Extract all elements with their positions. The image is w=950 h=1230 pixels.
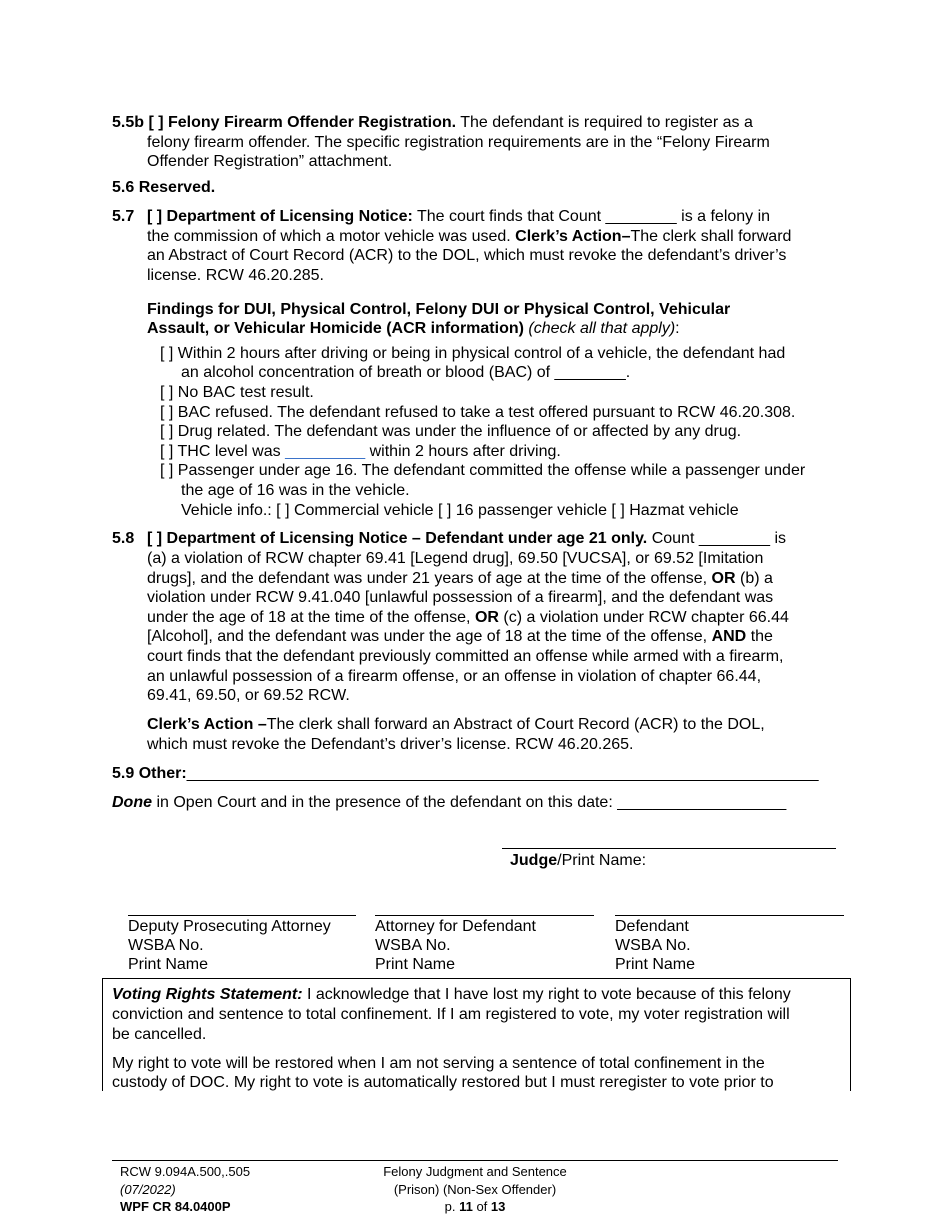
checkbox-item-passenger[interactable]: [ ] Passenger under age 16. The defendant committed the offense while a passenger under bbox=[160, 462, 806, 479]
defendant-signature-line[interactable] bbox=[615, 915, 844, 916]
and-keyword: AND bbox=[711, 628, 747, 645]
clerks-action-line-1 bbox=[147, 715, 765, 734]
section-5-6-heading: 5.6 Reserved. bbox=[112, 179, 216, 196]
section-5-7-number: 5.7 bbox=[112, 208, 135, 225]
voting-rights-heading: Voting Rights Statement: bbox=[112, 986, 303, 1003]
section-5-8-text-3b: (b) a bbox=[740, 570, 773, 587]
clerks-action-text: The clerk shall forward an Abstract of Court Record (ACR) to the DOL, bbox=[266, 716, 765, 733]
section-5-9-line bbox=[112, 764, 818, 783]
current-page: 11 bbox=[459, 1199, 473, 1214]
signature-wsba: WSBA No. bbox=[615, 937, 691, 954]
footer-form-number: WPF CR 84.0400P bbox=[120, 1199, 231, 1214]
signature-wsba: WSBA No. bbox=[375, 937, 451, 954]
page-prefix: p. bbox=[444, 1199, 456, 1214]
or-keyword: OR bbox=[474, 609, 499, 626]
footer-rcw: RCW 9.094A.500,.505 bbox=[120, 1164, 251, 1179]
voting-text-1: I acknowledge that I have lost my right to vote because of this felony bbox=[306, 986, 791, 1003]
thc-label: [ ] THC level was bbox=[160, 443, 281, 460]
done-line bbox=[112, 793, 786, 812]
defense-attorney-signature-line[interactable] bbox=[375, 915, 594, 916]
checkbox-item-bac[interactable]: [ ] Within 2 hours after driving or being in physical control of a vehicle, the defendant had bbox=[160, 345, 786, 362]
section-5-8-line-2: (a) a violation of RCW chapter 69.41 [Legend drug], 69.50 [VUCSA], or 69.52 [Imitation bbox=[147, 550, 764, 567]
footer-date: (07/2022) bbox=[120, 1182, 176, 1197]
section-5-8-heading: [ ] Department of Licensing Notice – Defendant under age 21 only. bbox=[147, 530, 648, 547]
section-5-8-line-6 bbox=[147, 627, 773, 646]
section-5-7-text: The court finds that Count ________ is a felony in bbox=[416, 208, 771, 225]
checkbox-item-bac-cont: an alcohol concentration of breath or blood (BAC) of ________. bbox=[181, 364, 631, 381]
prosecutor-signature-line[interactable] bbox=[128, 915, 356, 916]
findings-heading-text: Assault, or Vehicular Homicide (ACR information) bbox=[147, 320, 524, 337]
signature-title: Defendant bbox=[615, 918, 689, 935]
section-5-8-text-3a: drugs], and the defendant was under 21 years of age at the time of the offense, bbox=[147, 570, 708, 587]
section-5-7-text-a: the commission of which a motor vehicle was used. bbox=[147, 228, 511, 245]
section-5-8-line-4: violation under RCW 9.41.040 [unlawful possession of a firearm], and the defendant was bbox=[147, 589, 774, 606]
vehicle-info-options[interactable]: Vehicle info.: [ ] Commercial vehicle [ ] 16 passenger vehicle [ ] Hazmat vehicle bbox=[181, 502, 739, 519]
section-5-5b-heading: 5.5b [ ] Felony Firearm Offender Registration. bbox=[112, 114, 457, 131]
done-label: Done bbox=[112, 794, 152, 811]
judge-label bbox=[510, 851, 646, 870]
section-5-8-line-5 bbox=[147, 608, 789, 627]
section-5-8-text: Count ________ is bbox=[651, 530, 787, 547]
signature-print-name: Print Name bbox=[128, 956, 209, 973]
section-5-8-text-6b: the bbox=[750, 628, 773, 645]
voting-line-4: My right to vote will be restored when I am not serving a sentence of total confinement in the bbox=[112, 1055, 765, 1072]
voting-line-3: be cancelled. bbox=[112, 1026, 207, 1043]
section-5-7-line-1 bbox=[147, 207, 770, 226]
section-5-7-line-3: an Abstract of Court Record (ACR) to the DOL, which must revoke the defendant’s driver’s bbox=[147, 247, 787, 264]
or-keyword: OR bbox=[711, 570, 736, 587]
footer-divider bbox=[112, 1160, 838, 1161]
findings-colon: : bbox=[675, 320, 680, 337]
section-5-5b-line-1 bbox=[112, 113, 753, 132]
findings-heading-line-2 bbox=[147, 319, 680, 338]
signature-print-name: Print Name bbox=[375, 956, 456, 973]
section-5-8-line-8: an unlawful possession of a firearm offense, or an offense in violation of chapter 66.44, bbox=[147, 668, 762, 685]
section-5-9-heading: 5.9 Other: bbox=[112, 765, 187, 782]
voting-line-1 bbox=[112, 985, 791, 1004]
clerks-action-line-2: which must revoke the Defendant’s driver’s license. RCW 46.20.265. bbox=[147, 736, 634, 753]
thc-level-field[interactable]: _________ bbox=[285, 443, 366, 460]
checkbox-item-no-bac[interactable]: [ ] No BAC test result. bbox=[160, 384, 314, 401]
section-5-7-line-4: license. RCW 46.20.285. bbox=[147, 267, 324, 284]
judge-label-bold: Judge bbox=[510, 852, 558, 869]
section-5-8-line-7: court finds that the defendant previously committed an offense while armed with a firearm, bbox=[147, 648, 784, 665]
judge-label-rest: /Print Name: bbox=[557, 852, 647, 869]
section-5-8-line-9: 69.41, 69.50, or 69.52 RCW. bbox=[147, 687, 350, 704]
signature-title: Attorney for Defendant bbox=[375, 918, 536, 935]
section-5-8-text-5b: (c) a violation under RCW chapter 66.44 bbox=[503, 609, 789, 626]
voting-line-2: conviction and sentence to total confinement. If I am registered to vote, my voter registration will bbox=[112, 1006, 790, 1023]
section-5-8-text-6a: [Alcohol], and the defendant was under the age of 18 at the time of the offense, bbox=[147, 628, 708, 645]
section-5-7-line-2 bbox=[147, 227, 791, 246]
footer-title-2: (Prison) (Non-Sex Offender) bbox=[393, 1182, 557, 1197]
checkbox-item-bac-refused[interactable]: [ ] BAC refused. The defendant refused to take a test offered pursuant to RCW 46.20.308. bbox=[160, 404, 796, 421]
clerks-action-heading: Clerk’s Action – bbox=[147, 716, 267, 733]
section-5-8-text-5a: under the age of 18 at the time of the offense, bbox=[147, 609, 471, 626]
section-5-5b-line-2: felony firearm offender. The specific registration requirements are in the “Felony Firearm bbox=[147, 134, 770, 151]
judge-signature-line[interactable] bbox=[502, 848, 836, 849]
section-5-8-line-1 bbox=[147, 529, 786, 548]
footer-page-number bbox=[355, 1198, 595, 1216]
section-5-7-text-c: The clerk shall forward bbox=[630, 228, 792, 245]
signature-print-name: Print Name bbox=[615, 956, 696, 973]
footer-title-1: Felony Judgment and Sentence bbox=[383, 1164, 567, 1179]
signature-title: Deputy Prosecuting Attorney bbox=[128, 918, 331, 935]
checkbox-item-passenger-cont: the age of 16 was in the vehicle. bbox=[181, 482, 410, 499]
page-of: of bbox=[476, 1199, 488, 1214]
clerks-action-label: Clerk’s Action– bbox=[515, 228, 631, 245]
section-5-5b-text: The defendant is required to register as a bbox=[460, 114, 753, 131]
other-field[interactable]: _______________________________________________________________________ bbox=[186, 765, 819, 782]
findings-heading-line-1: Findings for DUI, Physical Control, Felony DUI or Physical Control, Vehicular bbox=[147, 301, 731, 318]
voting-line-5: custody of DOC. My right to vote is automatically restored but I must reregister to vote prior to bbox=[112, 1074, 774, 1091]
signature-wsba: WSBA No. bbox=[128, 937, 204, 954]
section-5-5b-line-3: Offender Registration” attachment. bbox=[147, 153, 393, 170]
checkbox-item-thc[interactable] bbox=[160, 442, 561, 461]
section-5-8-number: 5.8 bbox=[112, 530, 135, 547]
findings-note: (check all that apply) bbox=[528, 320, 676, 337]
checkbox-item-drug-related[interactable]: [ ] Drug related. The defendant was under the influence of or affected by any drug. bbox=[160, 423, 742, 440]
thc-label-rest: within 2 hours after driving. bbox=[369, 443, 561, 460]
section-5-7-heading: [ ] Department of Licensing Notice: bbox=[147, 208, 413, 225]
done-text: in Open Court and in the presence of the defendant on this date: bbox=[156, 794, 613, 811]
section-5-8-line-3 bbox=[147, 569, 773, 588]
date-field[interactable]: ___________________ bbox=[617, 794, 787, 811]
total-pages: 13 bbox=[490, 1199, 506, 1214]
